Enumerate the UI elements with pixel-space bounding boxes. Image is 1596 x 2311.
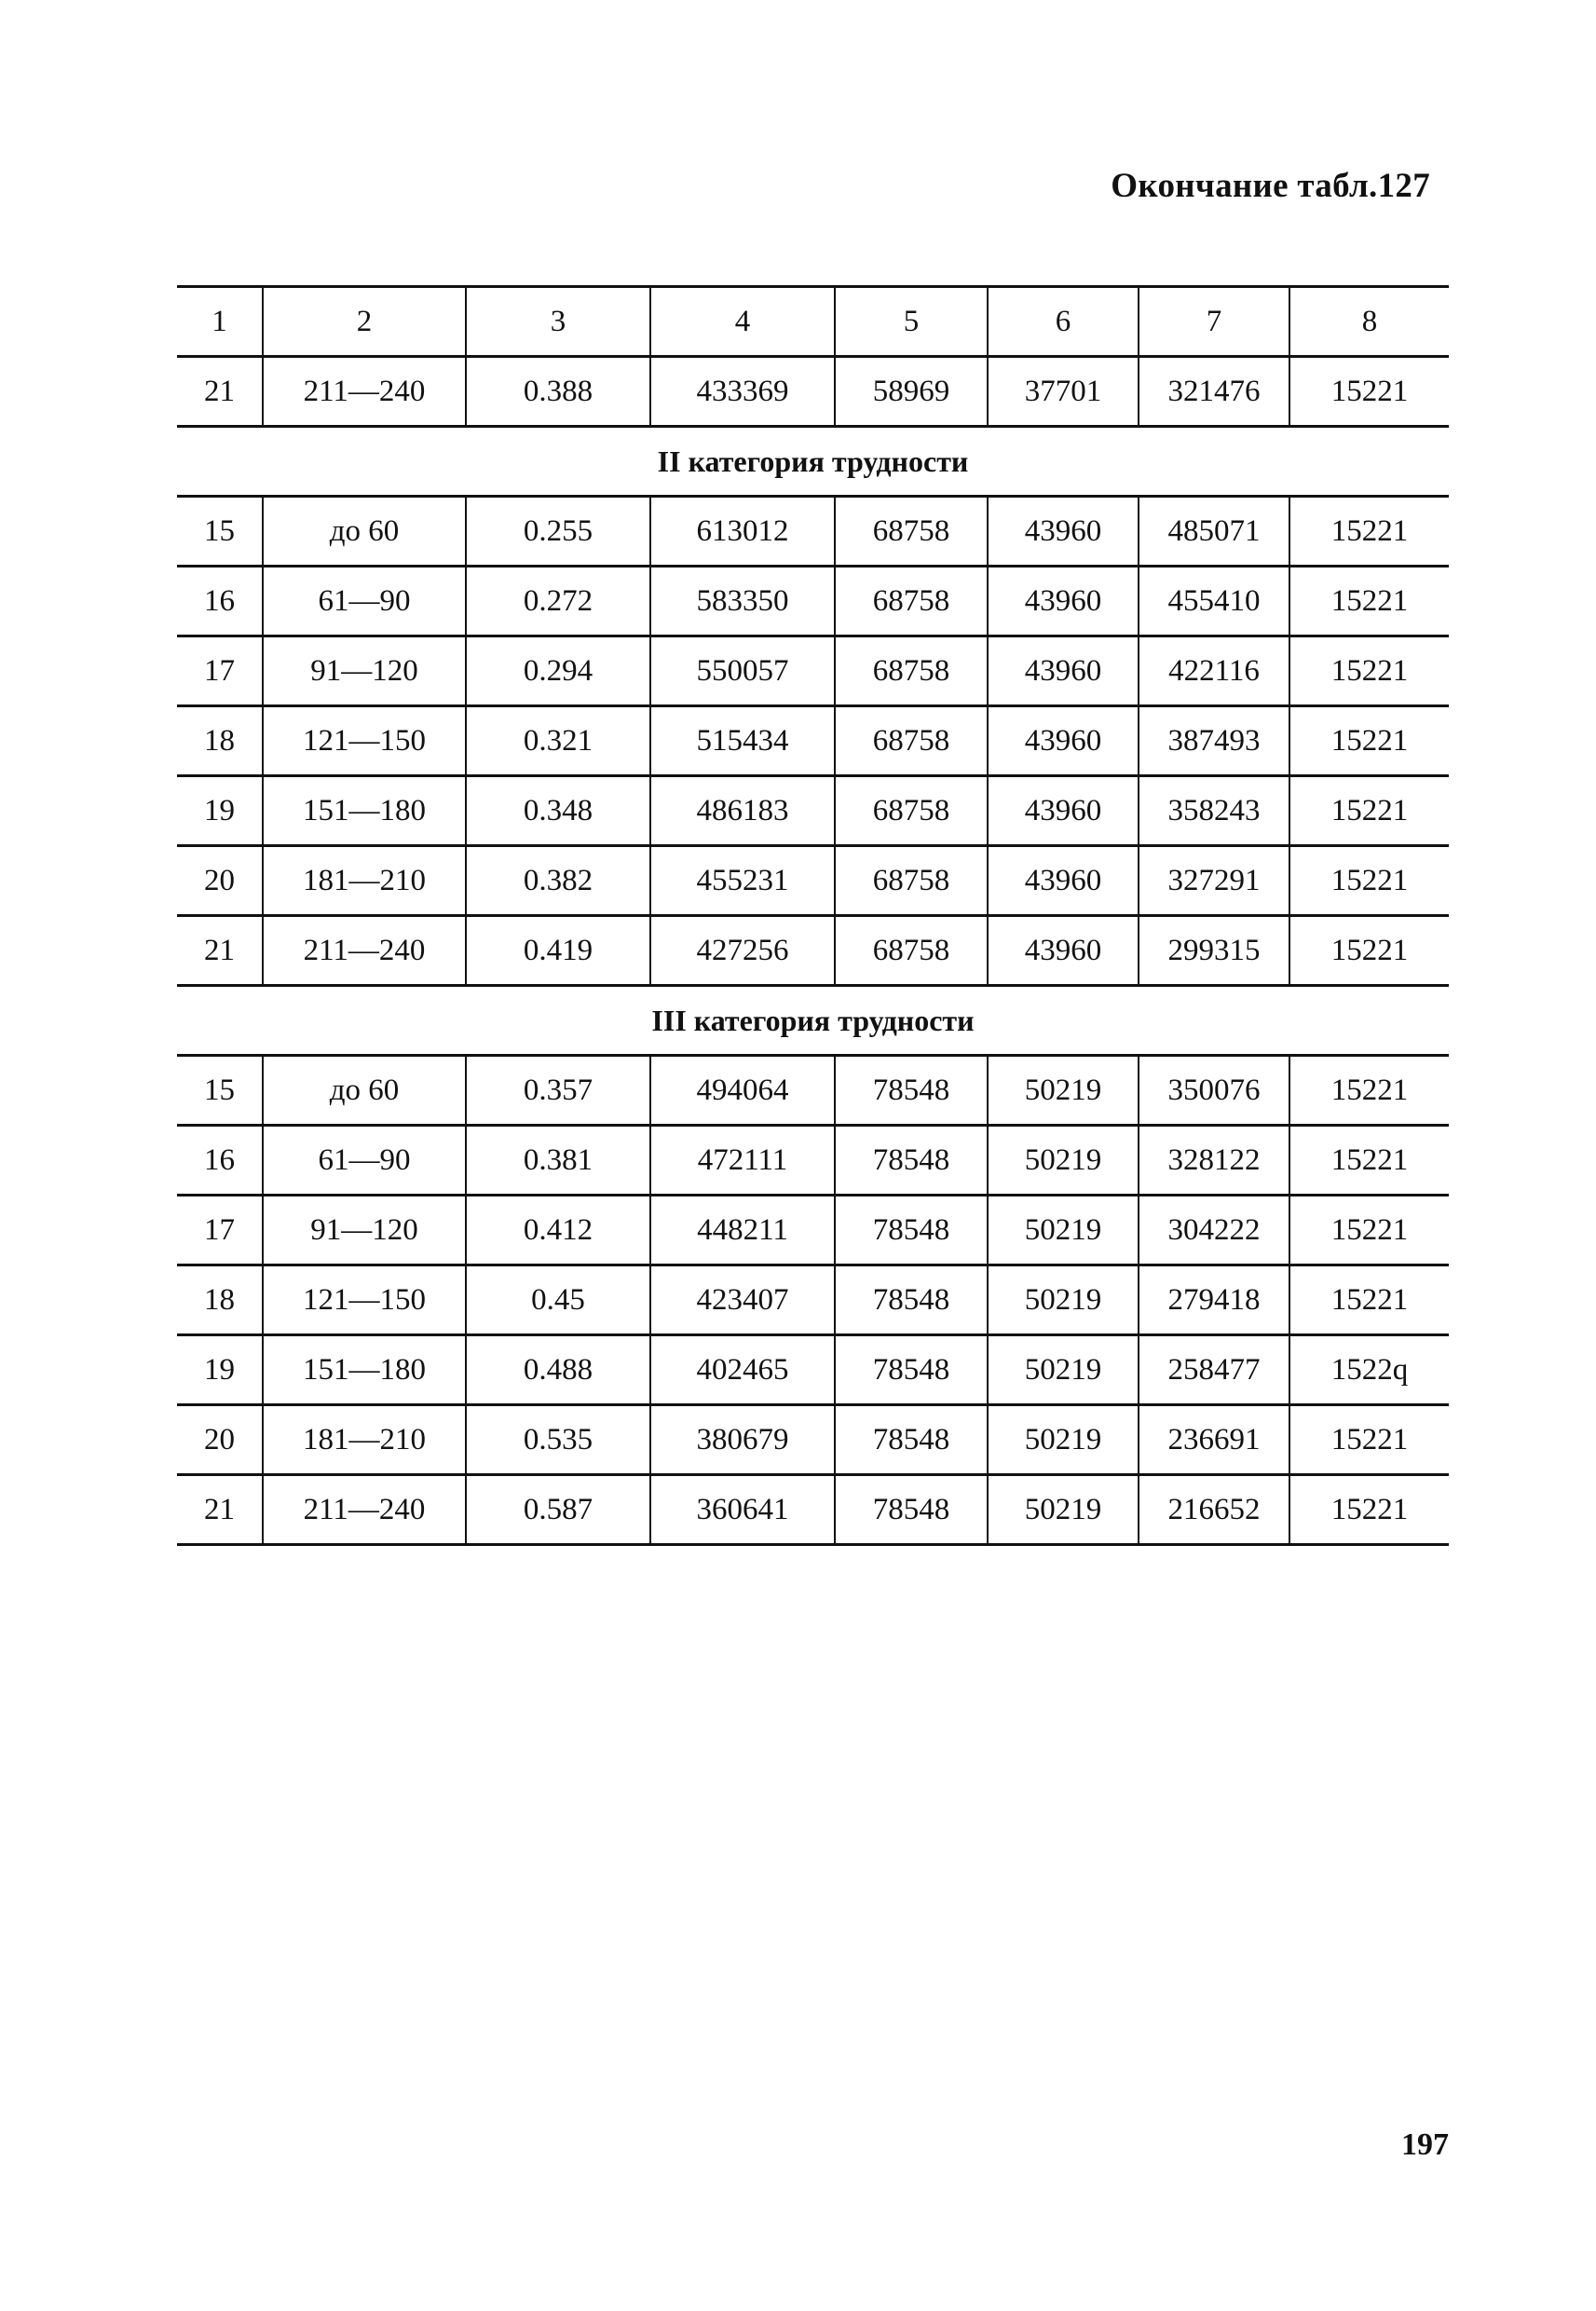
table-cell: 50219 [988, 1126, 1139, 1196]
table-cell: 515434 [650, 706, 835, 776]
table-cell: 8 [1289, 287, 1449, 357]
table-cell: 43960 [988, 846, 1139, 916]
table-cell: 17 [177, 1196, 263, 1265]
table-cell: 258477 [1139, 1335, 1289, 1405]
table-cell: 68758 [835, 916, 988, 986]
table-cell: до 60 [263, 497, 466, 567]
table-cell: 422116 [1139, 636, 1289, 706]
table-cell: 15221 [1289, 1265, 1449, 1335]
table-row [177, 1335, 1449, 1405]
table-cell: 0.419 [466, 916, 650, 986]
table-cell: 5 [835, 287, 988, 357]
table-cell: 583350 [650, 567, 835, 636]
table-cell: 68758 [835, 636, 988, 706]
table-cell: 68758 [835, 497, 988, 567]
table-cell: 15221 [1289, 1056, 1449, 1126]
table-cell: 68758 [835, 776, 988, 846]
table-cell: 550057 [650, 636, 835, 706]
table-cell: 78548 [835, 1196, 988, 1265]
table-cell: 181—210 [263, 1405, 466, 1475]
table-cell: 15221 [1289, 706, 1449, 776]
table-cell: 50219 [988, 1056, 1139, 1126]
table-cell: 0.488 [466, 1335, 650, 1405]
table-cell: 151—180 [263, 776, 466, 846]
table-cell: 15221 [1289, 1196, 1449, 1265]
table-cell: 68758 [835, 567, 988, 636]
table-cell: 211—240 [263, 916, 466, 986]
table-cell: 50219 [988, 1475, 1139, 1545]
table-cell: 15221 [1289, 497, 1449, 567]
table-cell: 43960 [988, 706, 1139, 776]
table-cell: 16 [177, 1126, 263, 1196]
table-row [177, 776, 1449, 846]
table-cell: 3 [466, 287, 650, 357]
table-cell: 455410 [1139, 567, 1289, 636]
table-cell: 494064 [650, 1056, 835, 1126]
section-header-row [177, 986, 1449, 1056]
table-cell: 15 [177, 1056, 263, 1126]
table-cell: 0.357 [466, 1056, 650, 1126]
table-cell: 1522q [1289, 1335, 1449, 1405]
table-cell: 427256 [650, 916, 835, 986]
table-cell: 4 [650, 287, 835, 357]
table-cell: 423407 [650, 1265, 835, 1335]
table-row [177, 916, 1449, 986]
table-cell: 350076 [1139, 1056, 1289, 1126]
table-row [177, 846, 1449, 916]
table-row [177, 1265, 1449, 1335]
table-continuation-title: Окончание табл.127 [1111, 167, 1430, 205]
table-row [177, 1475, 1449, 1545]
table-row [177, 706, 1449, 776]
table-cell: 121—150 [263, 706, 466, 776]
table-cell: 15221 [1289, 567, 1449, 636]
table-cell: 6 [988, 287, 1139, 357]
table-cell: 15221 [1289, 1405, 1449, 1475]
table-body [177, 287, 1449, 1545]
table-cell: 21 [177, 916, 263, 986]
table-cell: 20 [177, 846, 263, 916]
table-cell: 279418 [1139, 1265, 1289, 1335]
table-row [177, 567, 1449, 636]
table-cell: до 60 [263, 1056, 466, 1126]
table-cell: 0.255 [466, 497, 650, 567]
table-cell: 7 [1139, 287, 1289, 357]
table-cell: 68758 [835, 706, 988, 776]
table-cell: 0.381 [466, 1126, 650, 1196]
header-row [177, 287, 1449, 357]
table-cell: 0.348 [466, 776, 650, 846]
table-cell: 43960 [988, 776, 1139, 846]
table-cell: 61—90 [263, 567, 466, 636]
table-cell: 321476 [1139, 357, 1289, 427]
table-cell: 37701 [988, 357, 1139, 427]
table-cell: 2 [263, 287, 466, 357]
table-cell: 15221 [1289, 1126, 1449, 1196]
table-cell: 0.535 [466, 1405, 650, 1475]
table-cell: 15221 [1289, 846, 1449, 916]
table-cell: 78548 [835, 1335, 988, 1405]
table-cell: 181—210 [263, 846, 466, 916]
table-cell: 16 [177, 567, 263, 636]
table-cell: 0.412 [466, 1196, 650, 1265]
table-cell: 380679 [650, 1405, 835, 1475]
table-cell: 15221 [1289, 636, 1449, 706]
table-cell: 61—90 [263, 1126, 466, 1196]
table-cell: 236691 [1139, 1405, 1289, 1475]
table-cell: 19 [177, 1335, 263, 1405]
table-cell: 0.382 [466, 846, 650, 916]
table-cell: 19 [177, 776, 263, 846]
table-cell: 18 [177, 706, 263, 776]
table-cell: 21 [177, 1475, 263, 1545]
table-cell: 360641 [650, 1475, 835, 1545]
table-cell: 328122 [1139, 1126, 1289, 1196]
table-row [177, 1405, 1449, 1475]
table-cell: 43960 [988, 636, 1139, 706]
table-cell: 58969 [835, 357, 988, 427]
table-cell: 91—120 [263, 636, 466, 706]
table-cell: 15 [177, 497, 263, 567]
page-number: 197 [1401, 2127, 1449, 2162]
table-cell: 68758 [835, 846, 988, 916]
table-cell: 17 [177, 636, 263, 706]
table-cell: 299315 [1139, 916, 1289, 986]
table-cell: 485071 [1139, 497, 1289, 567]
table-cell: 327291 [1139, 846, 1289, 916]
table-cell: 0.272 [466, 567, 650, 636]
table-cell: 50219 [988, 1265, 1139, 1335]
table-cell: 21 [177, 357, 263, 427]
table-cell: 50219 [988, 1196, 1139, 1265]
table-cell: 78548 [835, 1056, 988, 1126]
table-cell: 50219 [988, 1405, 1139, 1475]
section-title: II категория трудности [177, 427, 1449, 497]
table-cell: 15221 [1289, 357, 1449, 427]
table-cell: 0.294 [466, 636, 650, 706]
table-cell: 211—240 [263, 357, 466, 427]
table-cell: 448211 [650, 1196, 835, 1265]
table-cell: 0.45 [466, 1265, 650, 1335]
table-cell: 433369 [650, 357, 835, 427]
table-cell: 151—180 [263, 1335, 466, 1405]
table-cell: 358243 [1139, 776, 1289, 846]
table-cell: 43960 [988, 916, 1139, 986]
table-cell: 15221 [1289, 776, 1449, 846]
table-cell: 1 [177, 287, 263, 357]
table-cell: 0.587 [466, 1475, 650, 1545]
data-table [177, 285, 1449, 1546]
table-cell: 15221 [1289, 1475, 1449, 1545]
table-cell: 455231 [650, 846, 835, 916]
section-title: III категория трудности [177, 986, 1449, 1056]
table-cell: 78548 [835, 1265, 988, 1335]
table-cell: 216652 [1139, 1475, 1289, 1545]
table-row [177, 1126, 1449, 1196]
table-cell: 43960 [988, 497, 1139, 567]
table-cell: 91—120 [263, 1196, 466, 1265]
table-cell: 486183 [650, 776, 835, 846]
section-header-row [177, 427, 1449, 497]
table-row [177, 636, 1449, 706]
table-cell: 121—150 [263, 1265, 466, 1335]
table-row [177, 357, 1449, 427]
table-cell: 472111 [650, 1126, 835, 1196]
table-cell: 78548 [835, 1126, 988, 1196]
table-row [177, 1056, 1449, 1126]
table-cell: 613012 [650, 497, 835, 567]
table-cell: 78548 [835, 1405, 988, 1475]
table-cell: 0.321 [466, 706, 650, 776]
table-cell: 402465 [650, 1335, 835, 1405]
table-cell: 50219 [988, 1335, 1139, 1405]
table-row [177, 497, 1449, 567]
table-cell: 20 [177, 1405, 263, 1475]
table-cell: 15221 [1289, 916, 1449, 986]
table-row [177, 1196, 1449, 1265]
table-cell: 0.388 [466, 357, 650, 427]
table-cell: 387493 [1139, 706, 1289, 776]
table-cell: 304222 [1139, 1196, 1289, 1265]
table-cell: 78548 [835, 1475, 988, 1545]
table-cell: 211—240 [263, 1475, 466, 1545]
table-cell: 43960 [988, 567, 1139, 636]
table-cell: 18 [177, 1265, 263, 1335]
